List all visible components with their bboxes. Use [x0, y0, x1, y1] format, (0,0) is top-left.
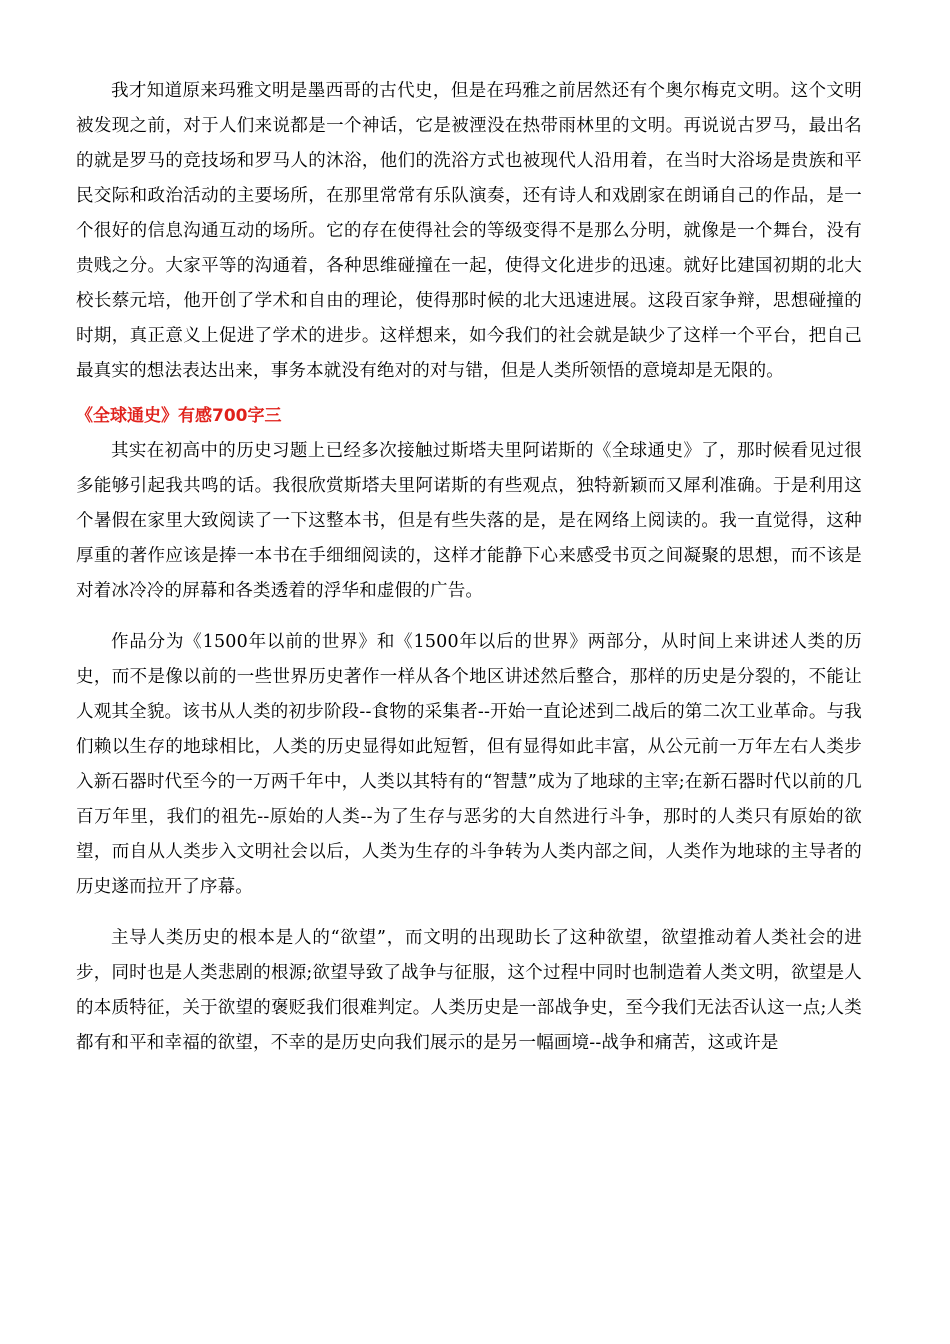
document-page	[76, 74, 862, 1061]
section-heading: 《全球通史》有感700字三	[76, 406, 282, 426]
paragraph-structure: 作品分为《1500年以前的世界》和《1500年以后的世界》两部分，从时间上来讲述人类的历史，而不是像以前的一些世界历史著作一样从各个地区讲述然后整合，那样的历史是分裂的，不能让人观其全貌。该书从人类的初步阶段--食物的采集者--开始一直论述到二战后的第二次工业革命。与我们赖以生存的地球相比，人类的历史显得如此短暂，但有显得如此丰富，从公元前一万年左右人类步入新石器时代至今的一万两千年中，人类以其特有的“智慧”成为了地球的主宰;在新石器时代以前的几百万年里，我们的祖先--原始的人类--为了生存与恶劣的大自然进行斗争，那时的人类只有原始的欲望，而自从人类步入文明社会以后，人类为生存的斗争转为人类内部之间，人类作为地球的主导者的历史遂而拉开了序幕。	[76, 632, 862, 897]
paragraph-desire: 主导人类历史的根本是人的“欲望”，而文明的出现助长了这种欲望，欲望推动着人类社会的进步，同时也是人类悲剧的根源;欲望导致了战争与征服，这个过程中同时也制造着人类文明，欲望是人的本质特征，关于欲望的褒贬我们很难判定。人类历史是一部战争史，至今我们无法否认这一点;人类都有和平和幸福的欲望，不幸的是历史向我们展示的是另一幅画境--战争和痛苦，这或许是	[76, 928, 862, 1053]
paragraph-maya-rome: 我才知道原来玛雅文明是墨西哥的古代史，但是在玛雅之前居然还有个奥尔梅克文明。这个文明被发现之前，对于人们来说都是一个神话，它是被湮没在热带雨林里的文明。再说说古罗马，最出名的就是罗马的竞技场和罗马人的沐浴，他们的洗浴方式也被现代人沿用着，在当时大浴场是贵族和平民交际和政治活动的主要场所，在那里常常有乐队演奏，还有诗人和戏剧家在朗诵自己的作品，是一个很好的信息沟通互动的场所。它的存在使得社会的等级变得不是那么分明，就像是一个舞台，没有贵贱之分。大家平等的沟通着，各种思维碰撞在一起，使得文化进步的迅速。就好比建国初期的北大校长蔡元培，他开创了学术和自由的理论，使得那时候的北大迅速进展。这段百家争辩，思想碰撞的时期，真正意义上促进了学术的进步。这样想来，如今我们的社会就是缺少了这样一个平台，把自己最真实的想法表达出来，事务本就没有绝对的对与错，但是人类所领悟的意境却是无限的。	[76, 81, 862, 381]
paragraph-intro: 其实在初高中的历史习题上已经多次接触过斯塔夫里阿诺斯的《全球通史》了，那时候看见过很多能够引起我共鸣的话。我很欣赏斯塔夫里阿诺斯的有些观点，独特新颖而又犀利准确。于是利用这个暑假在家里大致阅读了一下这整本书，但是有些失落的是，是在网络上阅读的。我一直觉得，这种厚重的著作应该是捧一本书在手细细阅读的，这样才能静下心来感受书页之间凝聚的思想，而不该是对着冰冷冷的屏幕和各类透着的浮华和虚假的广告。	[76, 441, 862, 601]
